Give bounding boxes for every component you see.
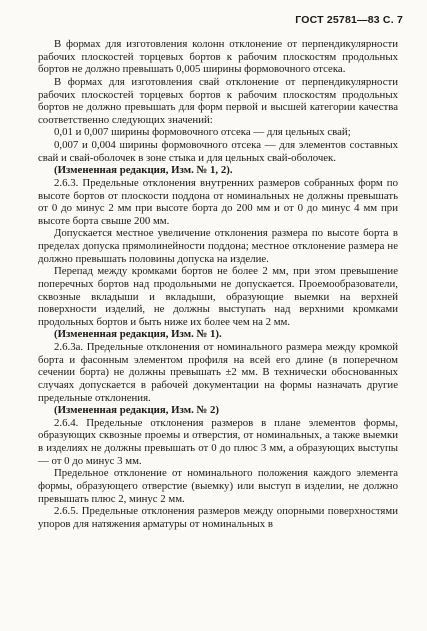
paragraph: 2.6.4. Предельные отклонения размеров в плане элементов формы, образующих сквозные проемы и отверстия, от номинальных, а также выемки в изделиях не должны превышать от 0 до плюс 3 мм, а образующих выступы — от 0 до минус 3 мм.: [38, 416, 398, 467]
paragraph: 2.6.3. Предельные отклонения внутренних размеров собранных форм по высоте бортов от плоскости поддона от номинальных не должны превышать от 0 до минус 2 мм при высоте борта до 200 мм и от 0 до минус 4 мм при высоте борта свыше 200 мм.: [38, 176, 398, 227]
paragraph: В формах для изготовления колонн отклонение от перпендикулярности рабочих плоскостей торцевых бортов к рабочим плоскостям продольных бортов не должно превышать 0,005 ширины формовочного отсека.: [38, 38, 398, 76]
paragraph: 2.6.5. Предельные отклонения размеров между опорными поверхностями упоров для натяжения арматуры от номинальных в: [38, 505, 398, 530]
page-header: ГОСТ 25781—83 С. 7: [295, 14, 403, 26]
paragraph: 0,007 и 0,004 ширины формовочного отсека — для элементов составных свай и свай-оболочек в зоне стыка и для цельных свай-оболочек.: [38, 139, 398, 164]
revision-note: (Измененная редакция, Изм. № 1, 2).: [54, 164, 233, 177]
document-body: [38, 38, 398, 530]
paragraph: Допускается местное увеличение отклонения размера по высоте борта в пределах допуска прямолинейности поддона; местное отклонение размера не должно превышать половины допуска на изделие.: [38, 227, 398, 265]
paragraph: 0,01 и 0,007 ширины формовочного отсека — для цельных свай;: [54, 126, 351, 139]
paragraph: В формах для изготовления свай отклонение от перпендикулярности рабочих плоскостей торцевых бортов к рабочим плоскостям продольных бортов не должно превышать для форм первой и высшей категории качества соответственно следующих значений:: [38, 75, 398, 126]
revision-note: (Измененная редакция, Изм. № 2): [54, 404, 220, 417]
paragraph: Предельное отклонение от номинального положения каждого элемента формы, образующего отверстие (выемку) или выступ в изделии, не должно превышать плюс 2, минус 2 мм.: [38, 467, 398, 505]
revision-note: (Измененная редакция, Изм. № 1).: [54, 328, 222, 341]
paragraph: Перепад между кромками бортов не более 2 мм, при этом превышение поперечных бортов над продольными не допускается. Проемообразователи, сквозные вкладыши и вкладыши, образующие выемки на верхней поверхности изделий, не должны выступать над верхними кромками продольных бортов и быть ниже их более чем на 2 мм.: [38, 265, 398, 328]
paragraph: 2.6.3а. Предельные отклонения от номинального размера между кромкой борта и фасонным элементом профиля на всей его длине (в поперечном сечении борта) не должны превышать ±2 мм. В технически обоснованных случаях допускается в рабочей документации на формы назначать другие предельные отклонения.: [38, 341, 398, 404]
